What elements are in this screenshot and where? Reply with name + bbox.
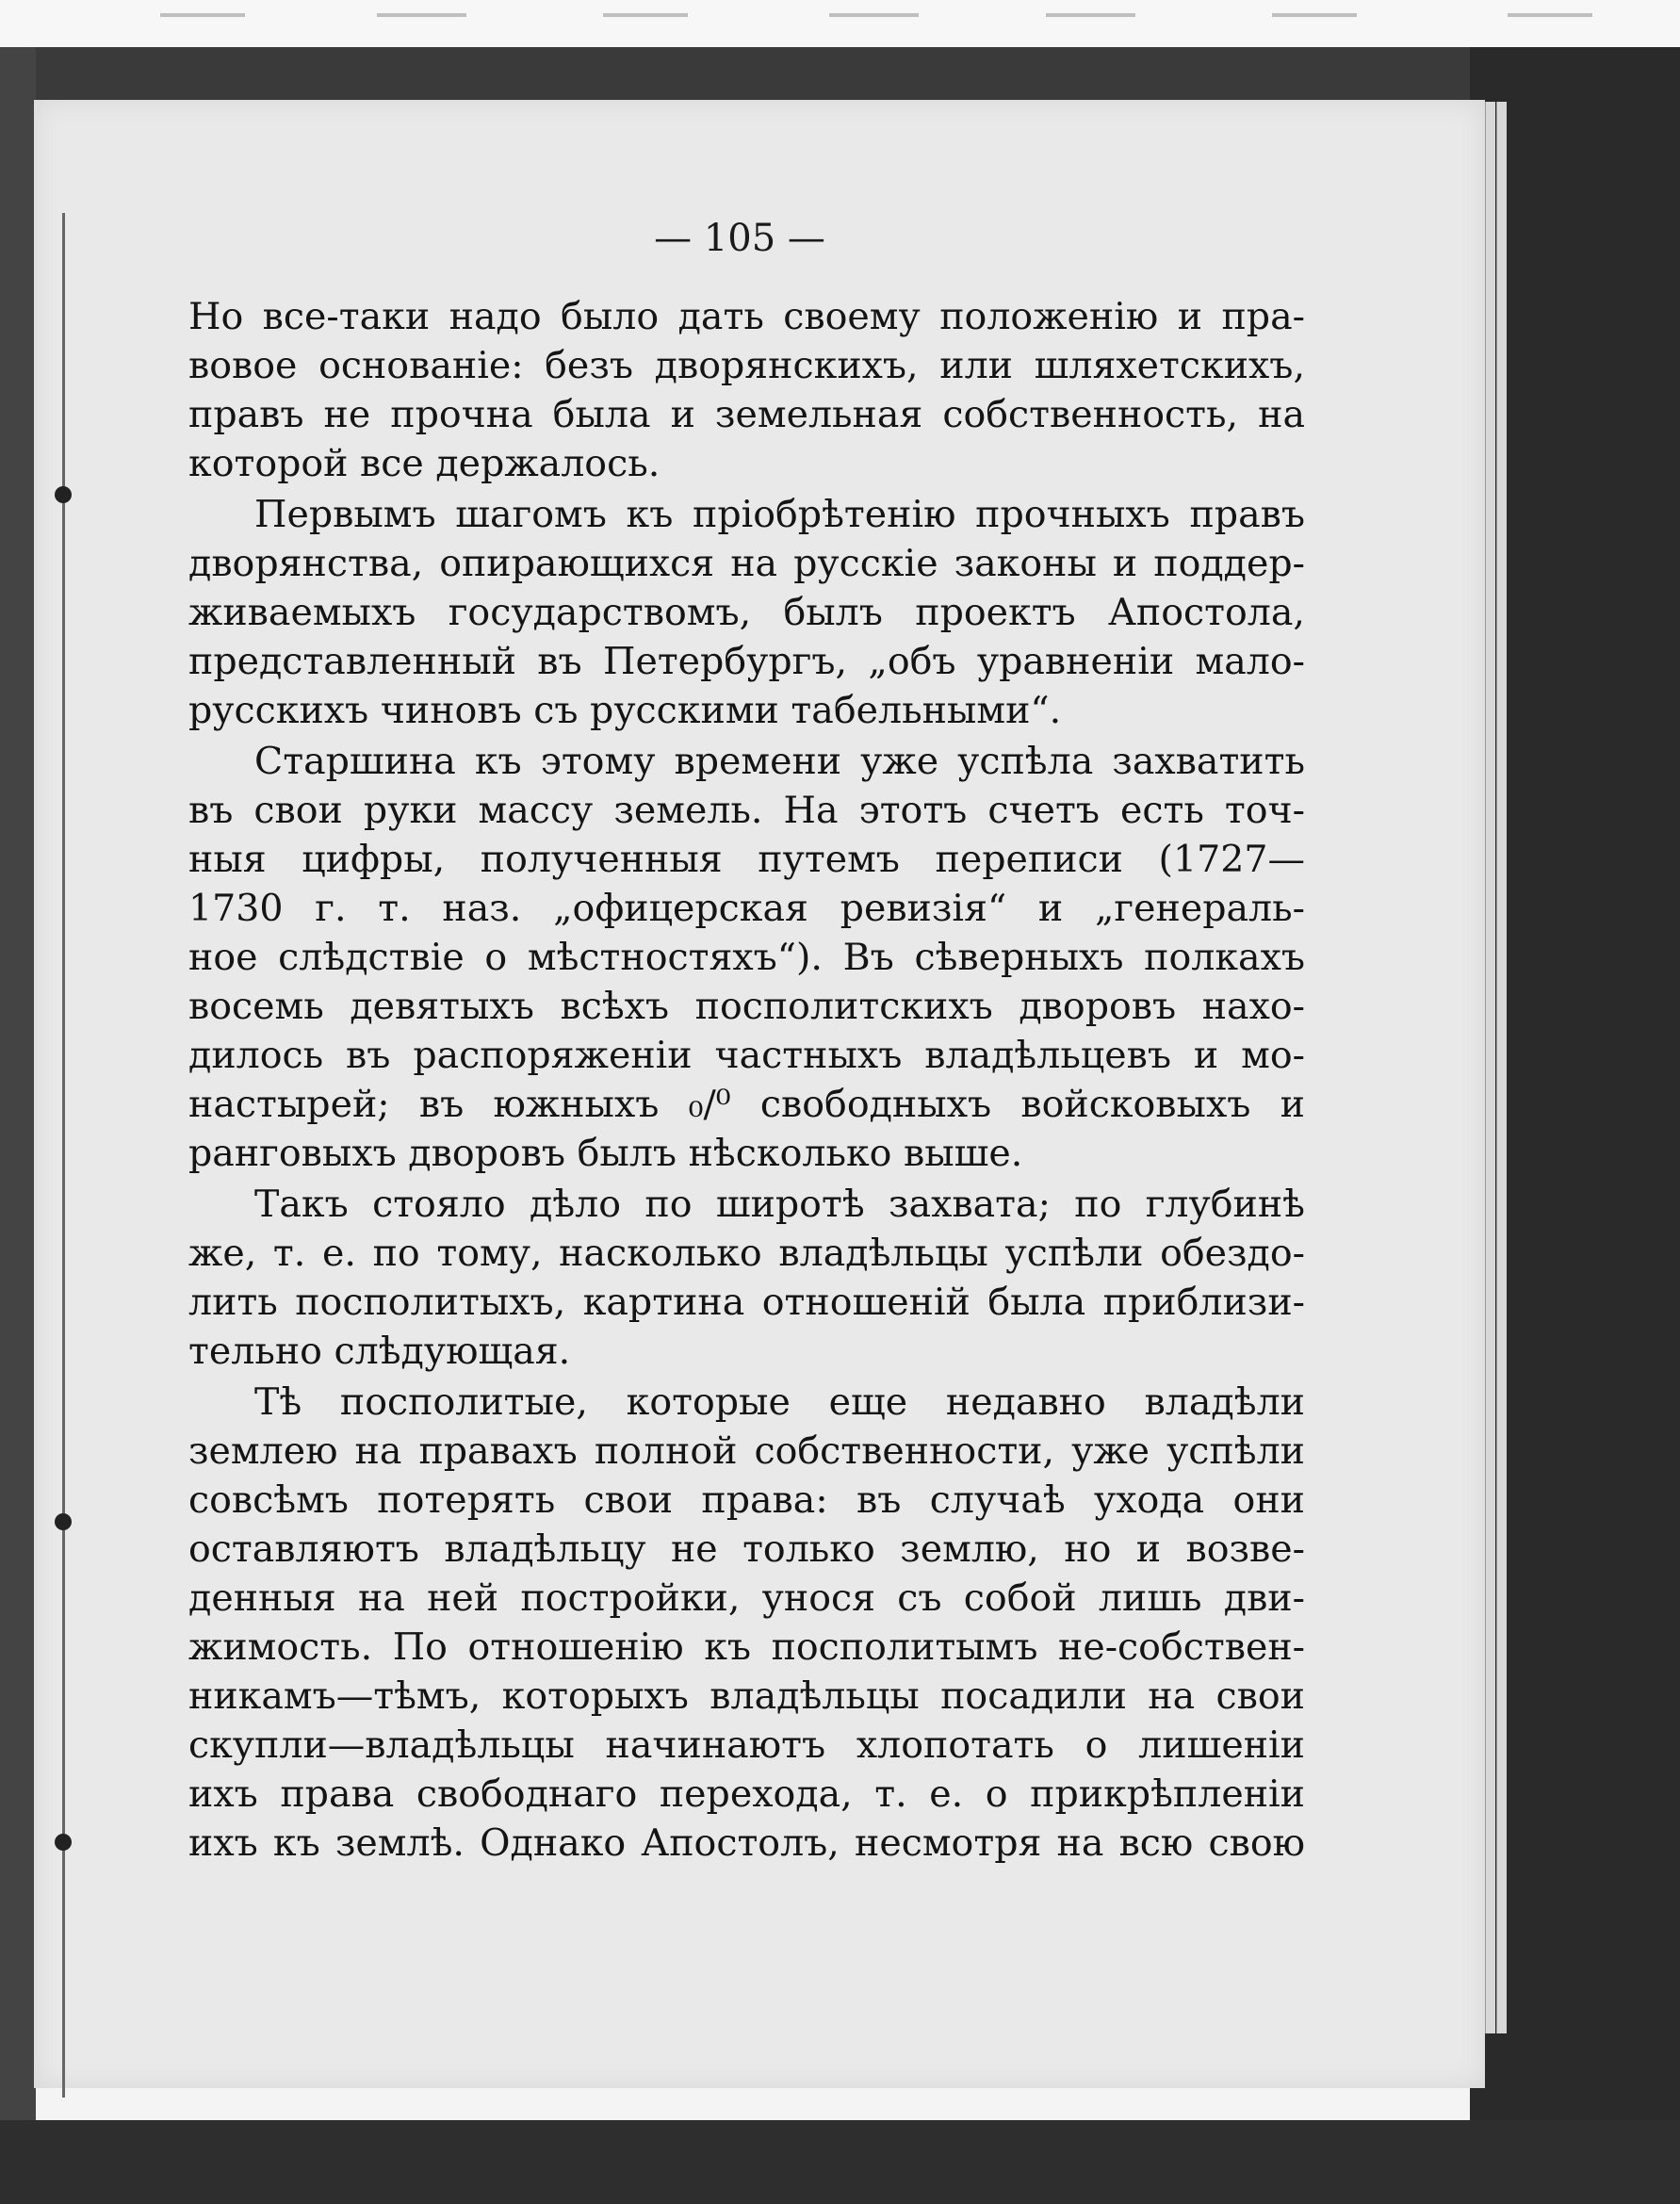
text-line: русскихъ чиновъ съ русскими табельными“.: [188, 689, 1062, 732]
text-line: представленный въ Петербургъ, „объ уравненіи мало-: [188, 640, 1305, 683]
scan-mark: [1046, 13, 1135, 17]
text-line: жимость. По отношенію къ посполитымъ не-собствен-: [188, 1625, 1305, 1669]
text-line: восемь девятыхъ всѣхъ посполитскихъ дворовъ нахо-: [188, 985, 1305, 1028]
paragraph: [188, 1180, 1305, 1376]
binding-stitch: [55, 1834, 72, 1851]
scan-top-margin: [0, 0, 1680, 47]
text-line: Первымъ шагомъ къ пріобрѣтенію прочныхъ правъ: [254, 493, 1305, 536]
text-line: ихъ права свободнаго перехода, т. е. о прикрѣпленіи: [188, 1772, 1305, 1816]
text-line: ихъ къ землѣ. Однако Апостолъ, несмотря на всю свою: [188, 1821, 1305, 1865]
text-line: настырей; въ южныхъ ₀/⁰ свободныхъ войсковыхъ и: [188, 1083, 1305, 1126]
text-line: лить посполитыхъ, картина отношеній была приблизи-: [188, 1281, 1305, 1324]
text-line: 1730 г. т. наз. „офицерская ревизія“ и „генераль-: [188, 887, 1305, 930]
text-line: скупли—владѣльцы начинаютъ хлопотать о лишеніи: [188, 1723, 1305, 1767]
text-line: тельно слѣдующая.: [188, 1330, 571, 1373]
scan-mark: [1272, 13, 1357, 17]
text-line: Тѣ посполитые, которые еще недавно владѣли: [254, 1380, 1305, 1424]
text-line: ранговыхъ дворовъ былъ нѣсколько выше.: [188, 1132, 1023, 1175]
text-line: вовое основаніе: безъ дворянскихъ, или шляхетскихъ,: [188, 344, 1305, 387]
binding-stitch: [55, 486, 72, 503]
text-line: въ свои руки массу земель. На этотъ счетъ есть точ-: [188, 789, 1305, 832]
text-line: дворянства, опирающихся на русскіе законы и поддер-: [188, 542, 1305, 585]
text-line: совсѣмъ потерять свои права: въ случаѣ ухода они: [188, 1478, 1305, 1522]
book-cover-left: [0, 47, 36, 2204]
book-cover-bottom: [0, 2120, 1680, 2204]
text-line: которой все держалось.: [188, 442, 661, 485]
page-number: — 105 —: [654, 217, 825, 260]
book-cover-top: [0, 47, 1680, 104]
text-line: землею на правахъ полной собственности, уже успѣли: [188, 1429, 1305, 1473]
page-edge: [1485, 102, 1495, 2033]
scan-mark: [829, 13, 919, 17]
paragraph: [188, 1378, 1305, 1868]
text-line: дилось въ распоряженіи частныхъ владѣльцевъ и мо-: [188, 1034, 1305, 1077]
text-line: оставляютъ владѣльцу не только землю, но и возве-: [188, 1527, 1305, 1571]
scan-mark: [1508, 13, 1592, 17]
text-line: Старшина къ этому времени уже успѣла захватить: [254, 740, 1305, 783]
body-text: [188, 292, 1305, 1868]
scan-mark: [377, 13, 466, 17]
text-line: правъ не прочна была и земельная собственность, на: [188, 393, 1305, 436]
text-line: ныя цифры, полученныя путемъ переписи (1727—: [188, 838, 1305, 881]
paragraph: [188, 737, 1305, 1178]
text-line: Такъ стояло дѣло по широтѣ захвата; по глубинѣ: [254, 1183, 1305, 1226]
paragraph: [188, 490, 1305, 735]
text-line: денныя на ней постройки, унося съ собой лишь дви-: [188, 1576, 1305, 1620]
paragraph: [188, 292, 1305, 488]
text-line: ное слѣдствіе о мѣстностяхъ“). Въ сѣверныхъ полкахъ: [188, 936, 1305, 979]
text-line: Но все-таки надо было дать своему положенію и пра-: [188, 295, 1305, 338]
scan-mark: [603, 13, 688, 17]
page-edge: [1496, 102, 1507, 2033]
text-line: же, т. е. по тому, насколько владѣльцы успѣли обездо-: [188, 1232, 1305, 1275]
text-line: живаемыхъ государствомъ, былъ проектъ Апостола,: [188, 591, 1305, 634]
binding-stitch: [55, 1513, 72, 1530]
text-line: никамъ—тѣмъ, которыхъ владѣльцы посадили на свои: [188, 1674, 1305, 1718]
scan-mark: [160, 13, 245, 17]
